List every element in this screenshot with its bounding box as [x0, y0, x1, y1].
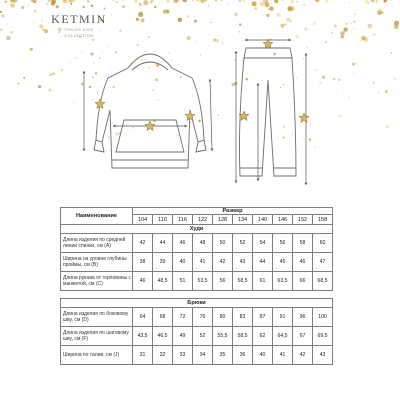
row-label: Длина изделия по средней линии спинки, см (А): [61, 234, 133, 253]
table-spacer: [61, 291, 333, 299]
table-cell: 42: [133, 234, 153, 253]
table-cell: 43: [313, 346, 333, 365]
table-cell: 80: [213, 308, 233, 327]
table-cell: 61: [253, 272, 273, 291]
brand-tagline-2: COLLECTION: [64, 34, 94, 38]
table-cell: 42: [293, 346, 313, 365]
table-cell: 87: [253, 308, 273, 327]
table-cell: 52: [233, 234, 253, 253]
table-cell: 46: [133, 272, 153, 291]
table-cell: 63,5: [273, 272, 293, 291]
size-col: 116: [173, 215, 193, 225]
size-col: 158: [313, 215, 333, 225]
size-col: 146: [273, 215, 293, 225]
table-cell: 64: [133, 308, 153, 327]
size-col: 104: [133, 215, 153, 225]
table-row: [61, 272, 333, 291]
section-title-hoodie: Худи: [61, 225, 333, 234]
row-label: Длина изделия по шаговому шву, см (F): [61, 327, 133, 346]
table-cell: 56: [213, 272, 233, 291]
table-cell: 58,5: [233, 272, 253, 291]
row-label: Длина изделия по боковому шву, см (D): [61, 308, 133, 327]
table-cell: 50: [213, 234, 233, 253]
table-cell: 48,5: [153, 272, 173, 291]
table-cell: 56: [273, 234, 293, 253]
table-cell: 33: [173, 346, 193, 365]
row-label: Длина рукава от горловины с манжетой, см (С): [61, 272, 133, 291]
table-cell: 60: [313, 234, 333, 253]
size-col: 134: [233, 215, 253, 225]
table-cell: 43: [233, 253, 253, 272]
table-cell: 68: [153, 308, 173, 327]
row-label: Ширина на уровне глубины проймы, см (В): [61, 253, 133, 272]
table-cell: 76: [193, 308, 213, 327]
size-table: [60, 207, 333, 365]
table-cell: 46,5: [153, 327, 173, 346]
table-cell: 45: [273, 253, 293, 272]
table-cell: 66: [293, 272, 313, 291]
table-cell: 35: [213, 346, 233, 365]
table-cell: 40: [253, 346, 273, 365]
star-icon: [299, 113, 309, 123]
table-header-label: Наименование: [61, 208, 133, 225]
table-row: [61, 327, 333, 346]
table-cell: 96: [293, 308, 313, 327]
table-cell: 72: [173, 308, 193, 327]
table-cell: 41: [193, 253, 213, 272]
hoodie-sketch: [94, 54, 206, 168]
table-cell: 46: [293, 253, 313, 272]
table-row: [61, 253, 333, 272]
table-cell: 34: [193, 346, 213, 365]
table-cell: 58,5: [233, 327, 253, 346]
table-cell: 51: [173, 272, 193, 291]
table-cell: 67: [293, 327, 313, 346]
table-cell: 31: [133, 346, 153, 365]
table-cell: 41: [273, 346, 293, 365]
pants-sketch: [240, 48, 297, 176]
star-icon: [95, 99, 105, 109]
table-cell: 49: [173, 327, 193, 346]
star-icon: [263, 39, 273, 49]
table-cell: 32: [153, 346, 173, 365]
size-col: 140: [253, 215, 273, 225]
table-cell: 58: [293, 234, 313, 253]
table-cell: 62: [253, 327, 273, 346]
table-cell: 100: [313, 308, 333, 327]
table-cell: 54: [253, 234, 273, 253]
size-col: 152: [293, 215, 313, 225]
table-cell: 43,5: [133, 327, 153, 346]
table-cell: 83: [233, 308, 253, 327]
table-row: [61, 308, 333, 327]
table-cell: 44: [253, 253, 273, 272]
table-cell: 36: [233, 346, 253, 365]
section-title-pants: Брюки: [61, 299, 333, 308]
size-col: 110: [153, 215, 173, 225]
table-cell: 53,5: [193, 272, 213, 291]
table-cell: 55,5: [213, 327, 233, 346]
row-label: Ширина по талии, см (J): [61, 346, 133, 365]
table-cell: 42: [213, 253, 233, 272]
table-cell: 40: [173, 253, 193, 272]
table-cell: 39: [153, 253, 173, 272]
table-cell: 46: [173, 234, 193, 253]
star-icon: [145, 121, 155, 131]
size-col: 128: [213, 215, 233, 225]
table-row: [61, 234, 333, 253]
table-cell: 44: [153, 234, 173, 253]
table-cell: 69,5: [313, 327, 333, 346]
table-cell: 47: [313, 253, 333, 272]
size-label: Размер: [133, 208, 333, 215]
brand-name: KETMIN: [51, 12, 107, 26]
table-cell: 38: [133, 253, 153, 272]
table-cell: 68,5: [313, 272, 333, 291]
size-col: 122: [193, 215, 213, 225]
brand-tagline-1: TOKIDS KIDS: [64, 28, 94, 32]
table-cell: 48: [193, 234, 213, 253]
table-cell: 52: [193, 327, 213, 346]
table-row: [61, 346, 333, 365]
table-cell: 91: [273, 308, 293, 327]
table-cell: 64,5: [273, 327, 293, 346]
